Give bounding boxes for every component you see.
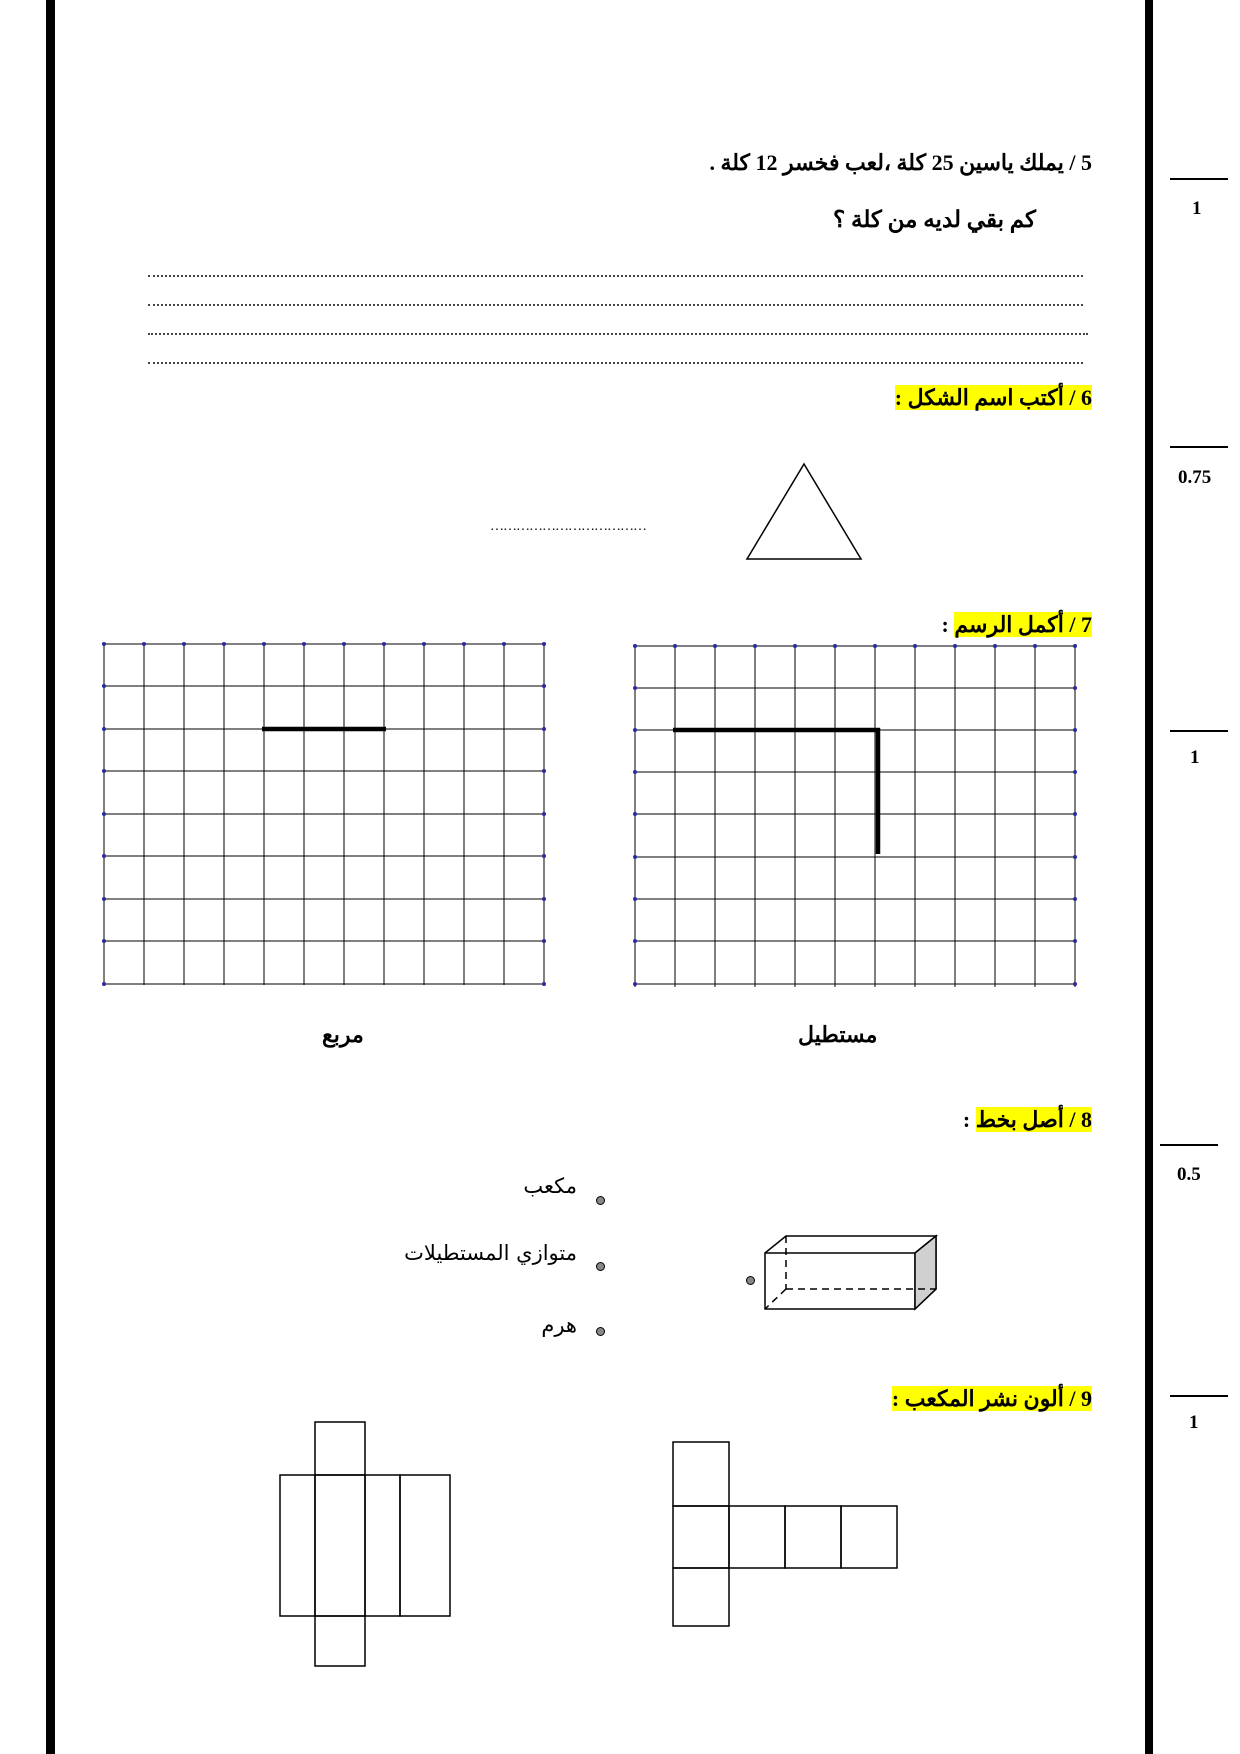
cuboid-shape [762,1233,942,1313]
q5-number: 5 / [1069,150,1092,175]
answer-line[interactable] [148,362,1083,364]
q7-header [942,612,1092,638]
answer-line[interactable] [148,304,1083,306]
q9-header [892,1386,1092,1412]
q9-title [892,1386,1092,1411]
triangle-shape [745,462,863,562]
score-separator [1170,446,1228,448]
q6-text: أكتب اسم الشكل : [894,385,1064,410]
q5-header [709,150,1092,176]
answer-line[interactable] [148,275,1083,277]
option-pyramid: هرم [541,1313,577,1337]
score-q5: 1 [1192,198,1202,219]
option-bullet[interactable] [596,1262,605,1271]
q9-number: 9 / [1069,1386,1092,1411]
label-rectangle: مستطيل [798,1022,878,1047]
label-square: مربع [322,1022,364,1047]
option-bullet[interactable] [596,1327,605,1336]
score-q6: 0.75 [1178,467,1212,488]
score-q7: 1 [1190,747,1200,768]
q6-answer-blank[interactable]: ……………………………… [490,519,646,534]
option-cuboid: متوازي المستطيلات [404,1241,577,1265]
option-cube: مكعب [523,1174,577,1198]
answer-line[interactable] [148,333,1088,335]
q8-title [976,1107,1092,1132]
shape-bullet[interactable] [746,1276,755,1285]
q7-colon: : [941,612,949,637]
rectangle-start-segment [673,730,878,854]
grid-rectangle[interactable] [625,638,1085,988]
q7-number: 7 / [1069,612,1092,637]
q5-text: يملك ياسين 25 كلة ،لعب فخسر 12 كلة . [709,150,1064,175]
q8-header [963,1107,1092,1133]
q6-number: 6 / [1069,385,1092,410]
page-border-right [1145,0,1153,1754]
score-separator [1170,1395,1228,1397]
score-separator [1170,730,1228,732]
q6-header [895,385,1092,411]
score-q8: 0.5 [1177,1164,1201,1185]
score-separator [1160,1144,1218,1146]
q7-text: أكمل الرسم [954,612,1064,637]
q7-title [954,612,1092,637]
page-border-left [46,0,55,1754]
option-bullet[interactable] [596,1196,605,1205]
grid-square[interactable] [95,636,555,986]
net-option-left[interactable] [278,1420,453,1670]
q8-colon: : [962,1107,971,1132]
q5-question: كم بقي لديه من كلة ؟ [833,207,1036,232]
score-separator [1170,178,1228,180]
q6-title [895,385,1092,410]
score-q9: 1 [1189,1412,1199,1433]
q9-text: ألون نشر المكعب : [891,1386,1064,1411]
q8-number: 8 / [1069,1107,1092,1132]
net-option-right[interactable] [671,1440,901,1630]
q8-text: أصل بخط [975,1107,1064,1132]
